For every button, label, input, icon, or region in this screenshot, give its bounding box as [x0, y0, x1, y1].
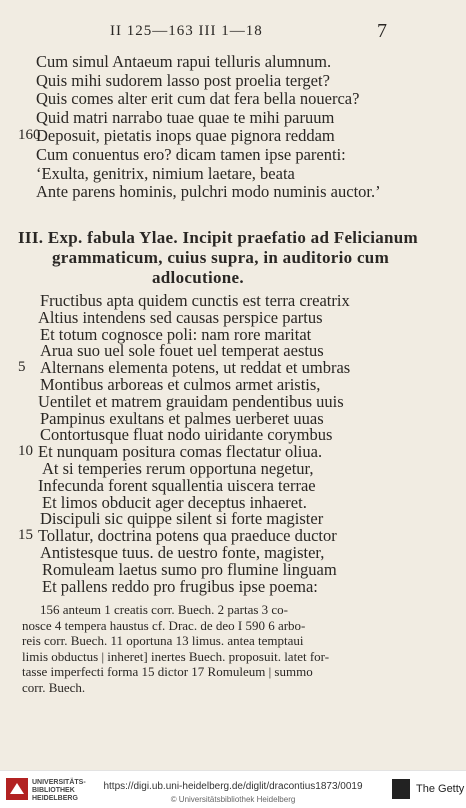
verse-text: Tollatur, doctrina potens qua praeduce ductor — [38, 526, 337, 546]
verse-text: Uentilet et matrem grauidam pendentibus uuis — [38, 391, 344, 411]
line-number: 10 — [18, 443, 33, 460]
footnote-line: tasse imperfecti forma 15 dictor 17 Romuleum | summo — [22, 664, 313, 679]
footnote-line: 156 anteum 1 creatis corr. Buech. 2 partas 3 co- — [40, 602, 288, 617]
verse-text: Fructibus apta quidem cunctis est terra creatrix — [40, 291, 350, 310]
verse-text: Infecunda forent squallentia uiscera terrae — [38, 475, 316, 495]
verse-text: Et pallens reddo pro frugibus ipse poema: — [42, 576, 318, 596]
verse-line — [0, 145, 466, 164]
viewer-footer — [0, 770, 466, 808]
verse-text: Altius intendens sed causas perspice partus — [38, 307, 323, 327]
verse-line — [0, 577, 466, 596]
verse-text: Deposuit, pietatis inops quae pignora reddam — [36, 126, 335, 146]
footnote-line: corr. Buech. — [22, 679, 86, 695]
verse-text: Et limos obducit ager deceptus inhaeret. — [42, 492, 307, 512]
running-head-text: II 125—163 III 1—18 — [110, 23, 263, 39]
verse-text: Cum conuentus ero? dicam tamen ipse parenti: — [36, 145, 346, 164]
footnote-line: nosce 4 tempera haustus cf. Drac. de deo I 590 6 arbo- — [22, 617, 306, 633]
verse-text: Et nunquam positura comas flectatur oliua. — [38, 442, 323, 462]
verse-text: Quis comes alter erit cum dat fera bella nouerca? — [36, 89, 360, 109]
getty-logo-icon — [392, 779, 410, 799]
verse-text: Pampinus exultans et palmes uerberet uuas — [40, 408, 324, 428]
footnote-line: limis obductus | inheret] inertes Buech. proposuit. latet for- — [22, 648, 330, 664]
verse-text: Antistesque tuus. de uestro fonte, magister, — [40, 543, 325, 562]
verse-text: At si temperies rerum opportuna negetur, — [42, 459, 314, 478]
verse-text: Cum simul Antaeum rapui telluris alumnum. — [36, 52, 332, 71]
library-name: UNIVERSITÄTS- BIBLIOTHEK HEIDELBERG — [32, 779, 86, 802]
verse-text: Et totum cognosce poli: nam rore maritat — [40, 324, 312, 344]
line-number: 160 — [18, 127, 41, 144]
source-url-link[interactable]: https://digi.ub.uni-heidelberg.de/diglit/dracontius1873/0019 — [103, 781, 363, 792]
verse-text: Discipuli sic quippe silent si forte magister — [40, 509, 324, 529]
verse-text: Quid matri narrabo tuae quae te mihi paruum — [36, 107, 335, 127]
heading-line-1: III. Exp. fabula Ylae. Incipit praefatio ad Felicianum — [18, 228, 418, 247]
verse-text: Arua suo uel sole fouet uel temperat aestus — [40, 341, 324, 361]
verse-text: ‘Exulta, genitrix, nimium laetare, beata — [36, 163, 295, 183]
verse-text: Alternans elementa potens, ut reddat et umbras — [40, 358, 351, 378]
verse-text: Quis mihi sudorem lasso post proelia terget? — [36, 70, 330, 90]
heading-line-3: adlocutione. — [152, 268, 244, 287]
verse-line — [0, 182, 466, 201]
verse-text: Montibus arboreas et culmos armet aristis, — [40, 375, 321, 394]
verse-line — [0, 52, 466, 71]
line-number: 15 — [18, 527, 33, 544]
running-head — [0, 20, 466, 44]
verse-line — [0, 89, 466, 108]
verse-text: Ante parens hominis, pulchri modo numinis auctor.’ — [36, 182, 381, 202]
line-number: 5 — [18, 359, 26, 376]
copyright-notice: © Universitätsbibliothek Heidelberg — [170, 795, 296, 804]
page-number: 7 — [377, 20, 387, 42]
verse-line — [0, 164, 466, 183]
verse-text: Romuleam laetus sumo pro flumine linguam — [42, 559, 337, 579]
heading-line-2: grammaticum, cuius supra, in auditorio cum — [52, 248, 390, 267]
verse-text: Contortusque fluat nodo uiridante corymbus — [40, 425, 333, 445]
footnote-line: reis corr. Buech. 11 oportuna 13 limus. antea temptaui — [22, 633, 304, 648]
verse-line — [0, 126, 466, 145]
verse-line — [0, 71, 466, 90]
verse-line — [0, 108, 466, 127]
getty-label: The Getty — [416, 783, 465, 795]
